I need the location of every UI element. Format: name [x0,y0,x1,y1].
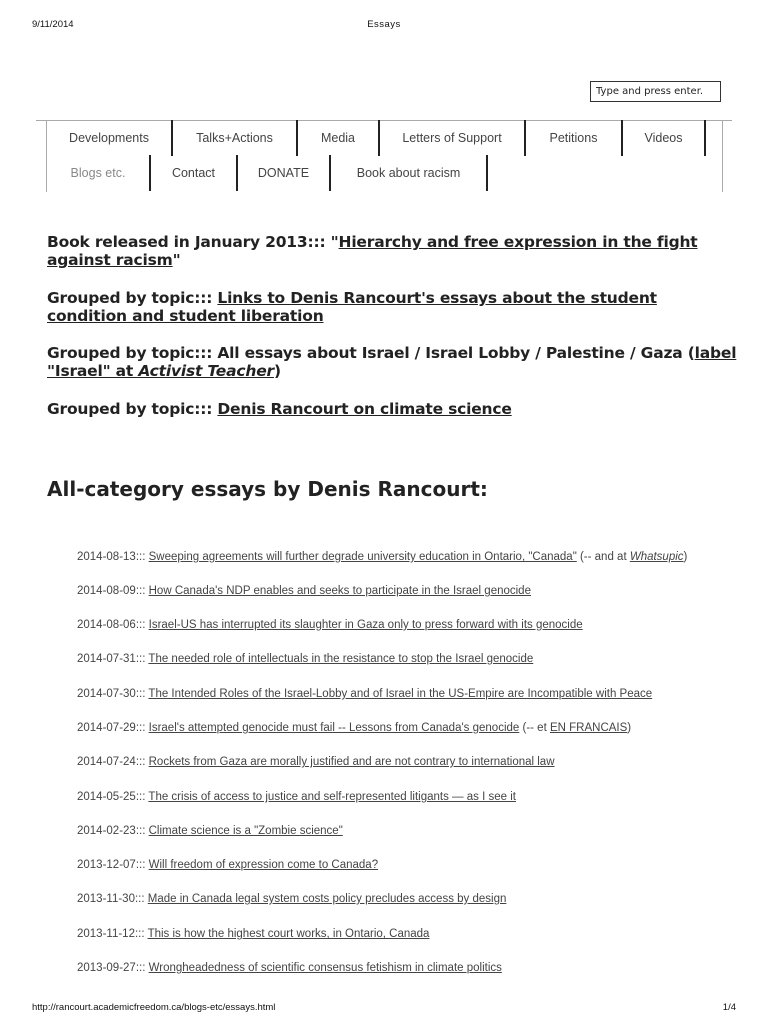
essay-date: 2014-05-25::: [77,791,146,803]
student-prefix: Grouped by topic::: [47,289,218,307]
essay-end: ) [627,722,632,734]
essay-date: 2014-07-24::: [77,756,146,768]
essay-date: 2014-08-06::: [77,619,146,631]
essay-date: 2014-07-30::: [77,688,146,700]
nav-talks-actions[interactable]: Talks+Actions [173,120,298,156]
essay-link[interactable]: The needed role of intellectuals in the resistance to stop the Israel genocide [148,653,534,665]
essay-link[interactable]: The crisis of access to justice and self-represented litigants — as I see it [148,791,516,803]
essay-item [77,722,631,734]
print-url: http://rancourt.academicfreedom.ca/blogs-etc/essays.html [32,1002,276,1013]
israel-topic-line [47,344,737,380]
nav-letters-of-support[interactable]: Letters of Support [380,120,526,156]
section-title: All-category essays by Denis Rancourt: [47,477,488,501]
print-date: 9/11/2014 [32,19,74,30]
essay-link[interactable]: Wrongheadedness of scientific consensus fetishism in climate politics [148,962,502,974]
essay-link[interactable]: Sweeping agreements will further degrade university education in Ontario, "Canada" [148,551,577,563]
essay-item [77,893,506,905]
book-suffix: " [172,251,181,269]
climate-link[interactable]: Denis Rancourt on climate science [217,400,512,418]
student-link[interactable]: Links to Denis Rancourt's essays about the student condition and student liberation [47,289,657,325]
nav-blogs[interactable]: Blogs etc. [47,155,151,191]
essay-item [77,653,533,665]
essay-item [77,928,429,940]
essay-date: 2014-08-09::: [77,585,146,597]
essay-date: 2014-08-13::: [77,551,146,563]
student-topic-line [47,289,737,325]
essay-mid: (-- et [519,722,550,734]
israel-prefix: Grouped by topic::: All essays about Israel / Israel Lobby / Palestine / Gaza ( [47,344,695,362]
nav-contact[interactable]: Contact [151,155,238,191]
essay-date: 2013-12-07::: [77,859,146,871]
essay-date: 2014-07-29::: [77,722,146,734]
nav-book-about-racism[interactable]: Book about racism [331,155,488,191]
essay-item [77,791,516,803]
book-link[interactable]: Hierarchy and free expression in the fight against racism [47,233,698,269]
print-page-number: 1/4 [722,1002,736,1013]
nav-donate[interactable]: DONATE [238,155,331,191]
israel-link-label: label "Israel" at [47,344,737,380]
essay-date: 2013-11-12::: [77,928,145,940]
essay-link[interactable]: Israel's attempted genocide must fail -- Lessons from Canada's genocide [148,722,520,734]
nav-petitions[interactable]: Petitions [526,120,623,156]
nav-right-border [722,120,723,192]
essay-item [77,962,502,974]
essay-link[interactable]: How Canada's NDP enables and seeks to participate in the Israel genocide [148,585,531,597]
essay-link[interactable]: Israel-US has interrupted its slaughter in Gaza only to press forward with its genocide [148,619,583,631]
essay-end: ) [683,551,688,563]
essay-item [77,585,531,597]
essay-item [77,688,652,700]
climate-topic-line [47,400,737,418]
essay-date: 2014-07-31::: [77,653,146,665]
essay-link[interactable]: Will freedom of expression come to Canada? [148,859,379,871]
essay-date: 2013-11-30::: [77,893,145,905]
book-prefix: Book released in January 2013::: " [47,233,339,251]
essay-item [77,756,555,768]
climate-prefix: Grouped by topic::: [47,400,218,418]
essay-item [77,859,378,871]
nav-media[interactable]: Media [298,120,380,156]
book-release-line [47,233,737,269]
essay-link[interactable]: Rockets from Gaza are morally justified and are not contrary to international law [148,756,555,768]
essay-date: 2014-02-23::: [77,825,146,837]
essay-alt-link[interactable]: Whatsupic [629,551,684,563]
essay-link[interactable]: Climate science is a "Zombie science" [148,825,343,837]
essay-item [77,619,583,631]
nav-videos[interactable]: Videos [623,120,706,156]
essay-date: 2013-09-27::: [77,962,146,974]
nav-developments[interactable]: Developments [47,120,173,156]
essay-link[interactable]: This is how the highest court works, in Ontario, Canada [147,928,430,940]
essay-link[interactable]: The Intended Roles of the Israel-Lobby and of Israel in the US-Empire are Incompatible with Peace [148,688,653,700]
print-title: Essays [367,19,401,30]
essay-alt-link[interactable]: EN FRANCAIS [549,722,628,734]
essay-mid: (-- and at [576,551,630,563]
israel-suffix: ) [273,362,281,380]
essay-item [77,825,343,837]
essay-item [77,551,687,563]
search-input[interactable] [590,81,721,102]
israel-link-site: Activist Teacher [138,362,274,380]
essay-link[interactable]: Made in Canada legal system costs policy precludes access by design [147,893,507,905]
